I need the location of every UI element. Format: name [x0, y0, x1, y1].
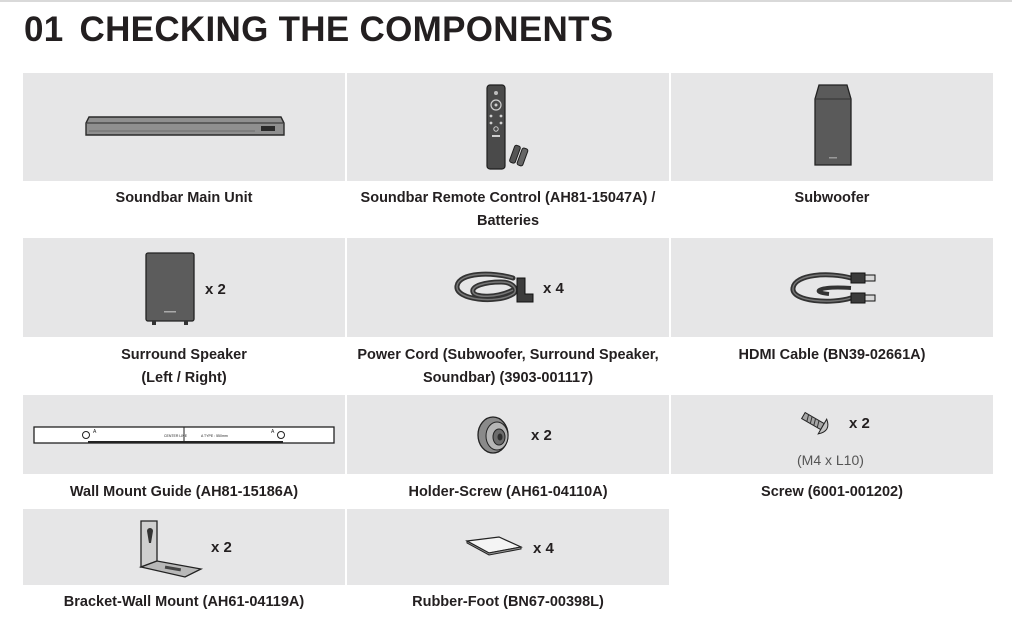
screw-image	[797, 407, 837, 441]
component-name: Soundbar Main Unit	[115, 190, 253, 206]
caption-line-2: Batteries	[476, 213, 540, 229]
soundbar-image	[85, 115, 285, 139]
section-number: 01	[24, 10, 64, 49]
caption-line-1: Surround Speaker	[121, 347, 247, 363]
component-image-tile	[347, 509, 669, 585]
component-name	[347, 344, 669, 390]
section-title: CHECKING THE COMPONENTS	[79, 10, 614, 49]
component-image-tile	[23, 73, 345, 181]
component-name: Subwoofer	[794, 190, 870, 206]
component-image-tile	[347, 73, 669, 181]
quantity-label: x 2	[531, 427, 552, 444]
surround-speaker-image	[144, 251, 196, 327]
component-name	[23, 344, 345, 390]
component-name: HDMI Cable (BN39-02661A)	[738, 347, 926, 363]
caption-line-1: Power Cord (Subwoofer, Surround Speaker,	[357, 347, 659, 363]
component-image-tile	[671, 238, 993, 337]
rubber-foot-image	[465, 535, 523, 557]
hdmi-cable-image	[789, 268, 883, 312]
subwoofer-image	[813, 83, 853, 169]
guide-label-type: A TYPE : 550mm	[201, 434, 228, 438]
component-image-tile	[23, 395, 345, 474]
quantity-label: x 2	[211, 539, 232, 556]
component-image-tile	[347, 238, 669, 337]
power-cord-image	[453, 268, 539, 308]
component-image-tile	[23, 238, 345, 337]
caption-line-2: Soundbar) (3903-001117)	[422, 370, 594, 386]
quantity-label: x 4	[543, 280, 564, 297]
section-heading	[24, 10, 613, 50]
quantity-label: x 2	[849, 415, 870, 432]
component-image-tile	[347, 395, 669, 474]
guide-label-left: A	[93, 429, 97, 435]
bracket-image	[135, 517, 205, 579]
component-name: Screw (6001-001202)	[761, 484, 903, 500]
quantity-label: x 4	[533, 540, 554, 557]
component-name: Holder-Screw (AH61-04110A)	[408, 484, 608, 500]
component-name	[347, 187, 669, 233]
caption-line-2: (Left / Right)	[141, 370, 227, 386]
caption-line-1: Soundbar Remote Control (AH81-15047A) /	[360, 190, 656, 206]
component-name: Wall Mount Guide (AH81-15186A)	[69, 484, 299, 500]
screw-size-spec: (M4 x L10)	[797, 452, 864, 468]
component-name: Bracket-Wall Mount (AH61-04119A)	[63, 594, 305, 610]
top-rule	[0, 0, 1012, 2]
guide-label-center: CENTER LINE	[164, 434, 188, 438]
guide-label-right: A	[271, 429, 275, 435]
component-image-tile	[23, 509, 345, 585]
holder-screw-image	[471, 415, 515, 455]
wall-mount-guide-image	[33, 425, 335, 445]
quantity-label: x 2	[205, 281, 226, 298]
remote-control-image	[485, 83, 535, 173]
component-name: Rubber-Foot (BN67-00398L)	[412, 594, 604, 610]
component-image-tile	[671, 73, 993, 181]
